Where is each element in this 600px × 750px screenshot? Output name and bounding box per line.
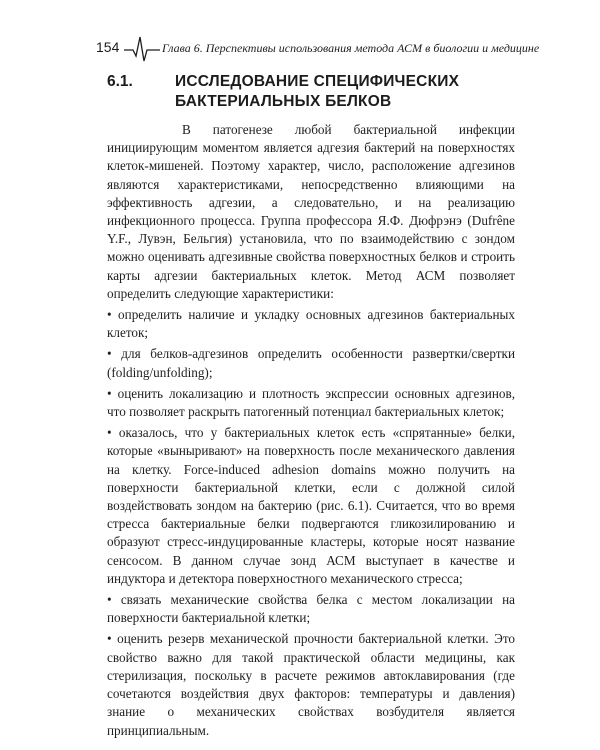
section-title: ИССЛЕДОВАНИЕ СПЕЦИФИЧЕСКИХ БАКТЕРИАЛЬНЫХ БЕЛКОВ [175,73,460,110]
running-header [96,36,540,62]
list-item: • оценить резерв механической прочности бактериальной клетки. Это свойство важно для такой практической области медицины, как стерилизация, поскольку в расчете режимов автоклавирования (где сочетаются воздействия двух факторов: температуры и давления) знание о механических свойствах возбудителя является принципиальным. [107,630,515,739]
list-item: • определить наличие и укладку основных адгезинов бактериальных клеток; [107,306,515,342]
list-item: • оказалось, что у бактериальных клеток есть «спрятанные» белки, которые «выныривают» на поверхность после механического давления на клетку. Force-induced adhesion domains можно получить на поверхности бактериальной клетки, если с должной силой воздействовать зондом на бактерию (рис. 6.1). Считается, что во время стресса бактериальные белки подвергаются гликозилированию и образуют стресс-индуцированные кластеры, которые носят название сенсосом. В данном случае зонд АСМ выступает в качестве и индуктора и детектора поверхностного механического стресса; [107,424,515,588]
list-item: • для белков-адгезинов определить особенности развертки/свертки (folding/unfolding); [107,345,515,381]
page-number: 154 [96,39,120,55]
intro-paragraph: В патогенезе любой бактериальной инфекции инициирующим моментом является адгезия бактерий на поверхностях клеток-мишеней. Поэтому характер, число, расположение адгезинов являются характеристиками, непосредственно влияющими на эффективность адгезии, а следовательно, и на реализацию инфекционного процесса. Группа профессора Я.Ф. Дюфрэнэ (Dufrêne Y.F., Лувэн, Бельгия) установила, что по взаимодействию с зондом можно оценивать адгезивные свойства поверхностных белков и строить карты адгезии бактериальных клеток. Метод АСМ позволяет определить следующие характеристики: [107,122,515,301]
section-number: 6.1. [107,73,133,90]
body-text [107,121,515,740]
running-title: Глава 6. Перспективы использования метода АСМ в биологии и медицине [162,41,540,55]
list-item: • связать механические свойства белка с местом локализации на поверхности бактериальной клетки; [107,591,515,627]
heartbeat-icon [124,36,160,62]
list-item: • оценить локализацию и плотность экспрессии основных адгезинов, что позволяет раскрыть патогенный потенциал бактериальных клеток; [107,385,515,421]
